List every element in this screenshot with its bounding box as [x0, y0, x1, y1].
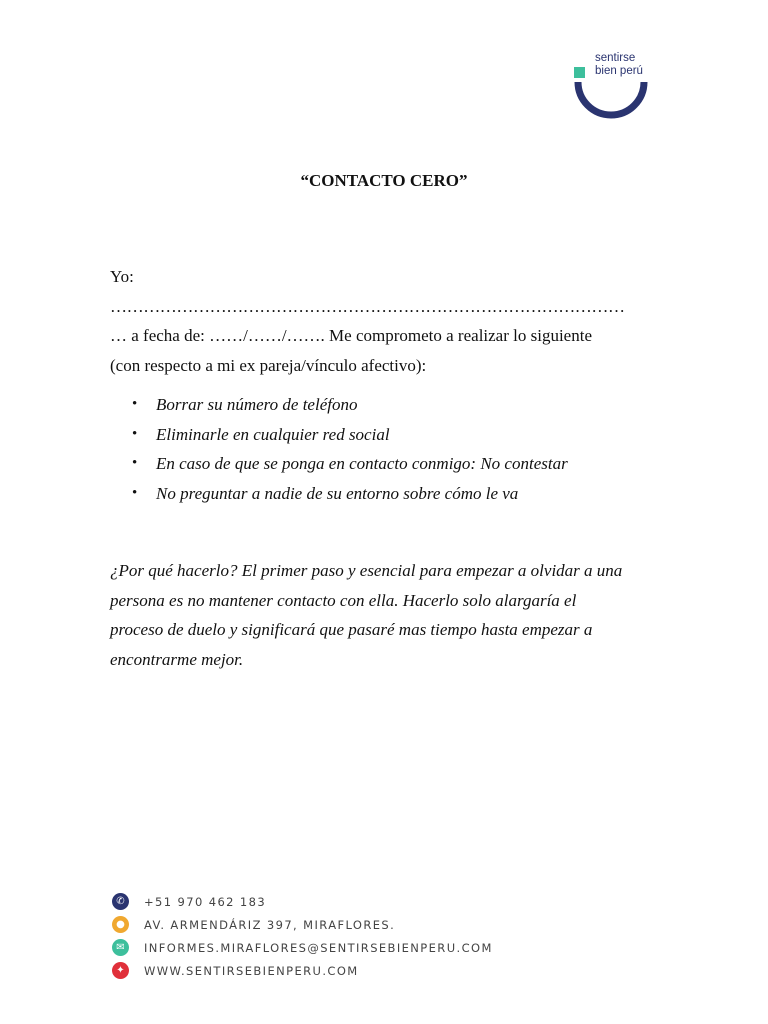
contact-email: [112, 936, 493, 959]
contact-address: [112, 913, 493, 936]
location-icon: ●: [112, 916, 129, 933]
list-item-text: Borrar su número de teléfono: [156, 395, 358, 414]
paragraph-line: persona es no mantener contacto con ella. Hacerlo solo alargaría el: [110, 590, 577, 610]
email-link[interactable]: INFORMES.MIRAFLORES@SENTIRSEBIENPERU.COM: [144, 940, 493, 955]
paragraph-line: proceso de duelo y significará que pasaré mas tiempo hasta empezar a: [110, 620, 593, 639]
list-item: [110, 420, 660, 450]
why-paragraph: [110, 556, 670, 674]
name-blank-line: …………………………………………………………………………………: [110, 296, 625, 316]
commitment-list: [110, 390, 660, 508]
list-item-text: Eliminarle en cualquier red social: [156, 424, 390, 444]
paragraph-line: encontrarme mejor.: [110, 649, 244, 669]
context-line: (con respecto a mi ex pareja/vínculo afectivo):: [110, 355, 427, 375]
date-line: … a fecha de: ……/……/……. Me comprometo a realizar lo siguiente: [110, 326, 592, 345]
list-item: [110, 390, 660, 420]
bullet-icon: •: [132, 425, 138, 442]
bullet-icon: •: [132, 484, 138, 501]
commitment-intro: [110, 262, 660, 380]
list-item-text: No preguntar a nadie de su entorno sobre cómo le va: [156, 483, 519, 503]
website-link[interactable]: WWW.SENTIRSEBIENPERU.COM: [144, 963, 359, 978]
logo-line-1: sentirse: [595, 52, 636, 64]
contact-phone: [112, 890, 493, 913]
contact-website: [112, 959, 493, 982]
web-icon: ✦: [112, 962, 129, 979]
bullet-icon: •: [132, 396, 138, 412]
list-item-text: En caso de que se ponga en contacto conmigo: No contestar: [156, 454, 568, 473]
paragraph-line: ¿Por qué hacerlo? El primer paso y esencial para empezar a olvidar a una: [110, 561, 623, 580]
logo-arc-icon: [570, 74, 650, 120]
bullet-icon: •: [132, 455, 138, 471]
logo-line-2: bien perú: [595, 65, 643, 77]
brand-logo: [570, 50, 660, 120]
list-item: [110, 479, 660, 509]
document-title: “CONTACTO CERO”: [300, 171, 468, 190]
list-item: [110, 449, 660, 479]
mail-icon: ✉: [112, 939, 129, 956]
yo-label: Yo:: [110, 267, 134, 286]
footer-contacts: [112, 890, 493, 982]
phone-icon: ✆: [112, 893, 129, 910]
phone-number[interactable]: +51 970 462 183: [144, 894, 267, 909]
address-text: AV. ARMENDÁRIZ 397, MIRAFLORES.: [144, 917, 396, 932]
